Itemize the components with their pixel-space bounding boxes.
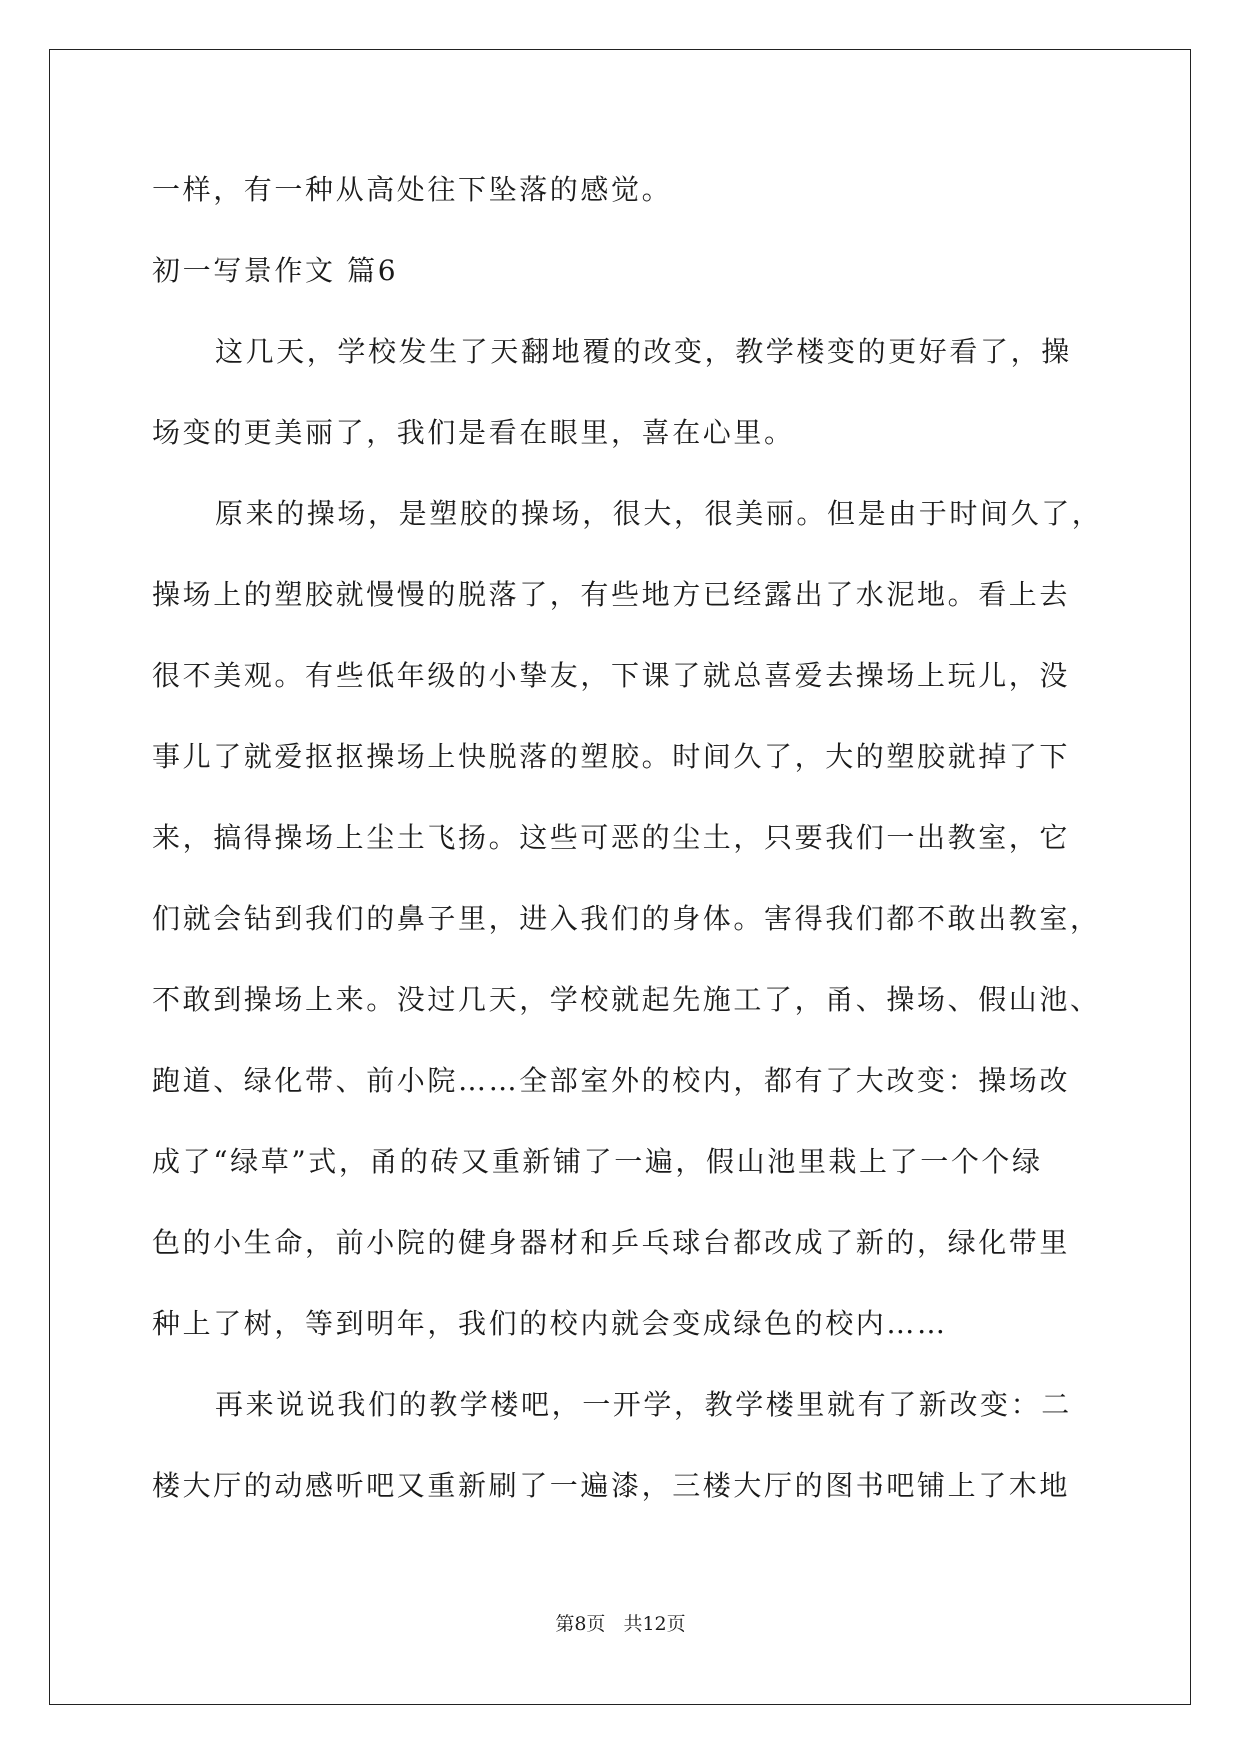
text-line: 来，搞得操场上尘土飞扬。这些可恶的尘土，只要我们一出教室，它 [152,821,1071,854]
text-line: 事儿了就爱抠抠操场上快脱落的塑胶。时间久了，大的塑胶就掉了下 [152,740,1071,773]
text-line: 一样，有一种从高处往下坠落的感觉。 [152,173,673,206]
text-line: 种上了树，等到明年，我们的校内就会变成绿色的校内…… [152,1307,948,1340]
text-line: 跑道、绿化带、前小院……全部室外的校内，都有了大改变：操场改 [152,1064,1071,1097]
page-footer [0,1612,1241,1636]
paragraph-first-line: 这几天，学校发生了天翻地覆的改变，教学楼变的更好看了，操 [215,335,1072,368]
page-border [49,49,1191,1705]
text-line: 楼大厅的动感听吧又重新刷了一遍漆，三楼大厅的图书吧铺上了木地 [152,1469,1071,1502]
page-number-current: 第8页 [555,1613,606,1635]
text-line: 很不美观。有些低年级的小挚友，下课了就总喜爱去操场上玩儿，没 [152,659,1071,692]
paragraph-first-line: 原来的操场，是塑胶的操场，很大，很美丽。但是由于时间久了， [215,497,1103,530]
section-heading: 初一写景作文 篇6 [152,254,399,287]
text-line: 成了“绿草”式，甬的砖又重新铺了一遍，假山池里栽上了一个个绿 [152,1145,1043,1178]
text-line: 场变的更美丽了，我们是看在眼里，喜在心里。 [152,416,795,449]
text-line: 们就会钻到我们的鼻子里，进入我们的身体。害得我们都不敢出教室， [152,902,1101,935]
text-line: 色的小生命，前小院的健身器材和乒乓球台都改成了新的，绿化带里 [152,1226,1071,1259]
page-number-total: 共12页 [623,1613,686,1635]
text-line: 操场上的塑胶就慢慢的脱落了，有些地方已经露出了水泥地。看上去 [152,578,1071,611]
paragraph-first-line: 再来说说我们的教学楼吧，一开学，教学楼里就有了新改变：二 [215,1388,1072,1421]
text-line: 不敢到操场上来。没过几天，学校就起先施工了，甬、操场、假山池、 [152,983,1101,1016]
